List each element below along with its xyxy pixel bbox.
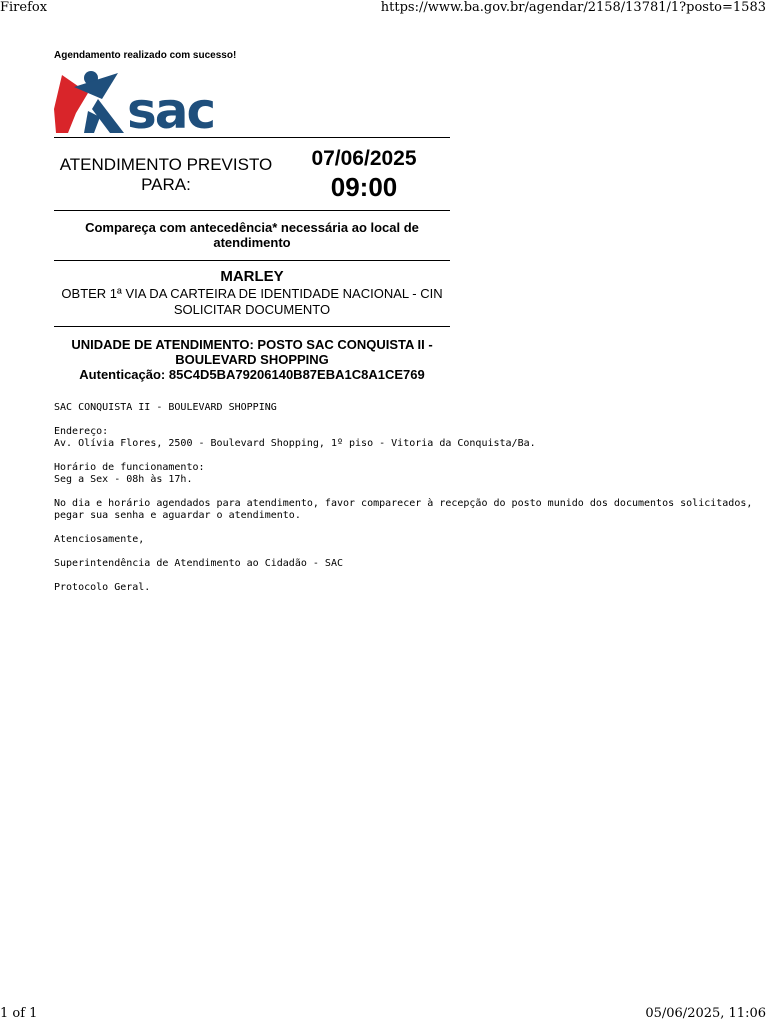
- signature: Superintendência de Atendimento ao Cidadão - SAC: [54, 558, 343, 569]
- success-message: Agendamento realizado com sucesso!: [54, 50, 237, 61]
- authentication-code: Autenticação: 85C4D5BA79206140B87EBA1C8A1CE769: [79, 367, 425, 382]
- logo-text: sac: [127, 82, 215, 140]
- appointment-label-line1: ATENDIMENTO PREVISTO: [59, 155, 273, 174]
- unit-section: [54, 327, 450, 382]
- print-timestamp: 05/06/2025, 11:06: [645, 1006, 766, 1021]
- address-block: [54, 426, 754, 450]
- appointment-row: [54, 138, 450, 210]
- service-description: OBTER 1ª VIA DA CARTEIRA DE IDENTIDADE NACIONAL - CIN SOLICITAR DOCUMENTO: [61, 286, 443, 317]
- appointment-datetime: [278, 138, 450, 202]
- address-label: Endereço:: [54, 426, 109, 437]
- appointment-label: [54, 138, 278, 195]
- instructions-paragraph: No dia e horário agendados para atendimento, favor comparecer à recepção do posto munido dos documentos solicitados, pegar sua senha e aguardar o atendimento.: [54, 498, 753, 521]
- print-header: [0, 0, 768, 16]
- hours-block: [54, 462, 754, 486]
- person-section: [54, 261, 450, 326]
- unit-name: UNIDADE DE ATENDIMENTO: POSTO SAC CONQUISTA II - BOULEVARD SHOPPING: [71, 337, 433, 367]
- instructions-text: [54, 402, 754, 594]
- sac-logo: [54, 69, 216, 140]
- location-name: SAC CONQUISTA II - BOULEVARD SHOPPING: [54, 402, 277, 413]
- hours-value: Seg a Sex - 08h às 17h.: [54, 474, 193, 485]
- appointment-time: 09:00: [330, 172, 398, 202]
- person-name: MARLEY: [220, 268, 284, 285]
- print-footer: [0, 1006, 768, 1022]
- protocol: Protocolo Geral.: [54, 582, 151, 593]
- page-url: https://www.ba.gov.br/agendar/2158/13781/1?posto=1583: [380, 0, 766, 15]
- appointment-label-line2: PARA:: [141, 175, 191, 194]
- appointment-box: [54, 137, 450, 382]
- browser-name: Firefox: [0, 0, 48, 15]
- document-content: [54, 50, 754, 606]
- address-value: Av. Olívia Flores, 2500 - Boulevard Shopping, 1º piso - Vitoria da Conquista/Ba.: [54, 438, 536, 449]
- regards: Atenciosamente,: [54, 534, 145, 545]
- arrival-notice: Compareça com antecedência* necessária ao local de atendimento: [85, 220, 419, 250]
- appointment-date: 07/06/2025: [311, 147, 417, 170]
- hours-label: Horário de funcionamento:: [54, 462, 205, 473]
- page-count: 1 of 1: [0, 1006, 38, 1021]
